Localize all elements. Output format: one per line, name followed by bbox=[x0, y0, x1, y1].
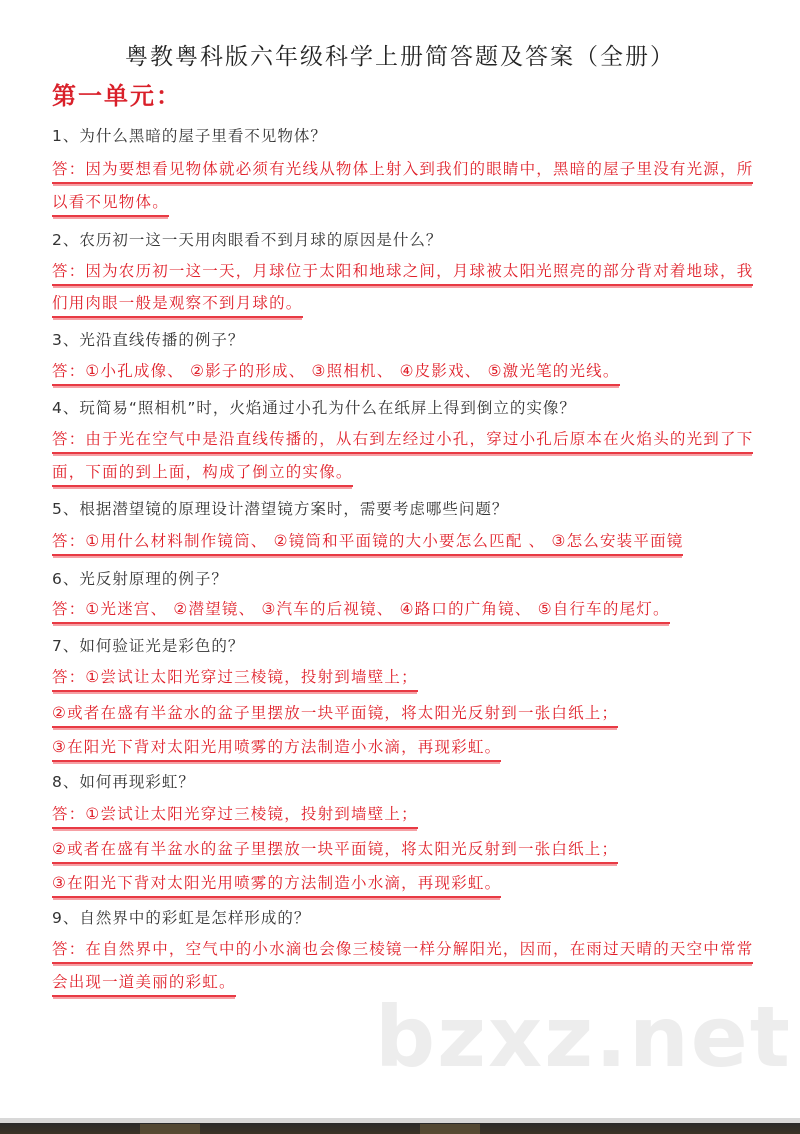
answer-9-line-2: 会出现一道美丽的彩虹。 bbox=[52, 971, 236, 997]
document-title: 粤教粤科版六年级科学上册简答题及答案（全册） bbox=[125, 44, 675, 70]
answer-2-line-2: 们用肉眼一般是观察不到月球的。 bbox=[52, 292, 303, 318]
question-4: 4、玩简易“照相机”时，火焰通过小孔为什么在纸屏上得到倒立的实像？ bbox=[52, 399, 576, 417]
answer-7-line-2: ②或者在盛有半盆水的盆子里摆放一块平面镜，将太阳光反射到一张白纸上； bbox=[52, 702, 618, 728]
answer-6-line-1: 答：①光迷宫、 ②潜望镜、 ③汽车的后视镜、 ④路口的广角镜、 ⑤自行车的尾灯。 bbox=[52, 598, 670, 624]
bottom-bar-segment bbox=[140, 1124, 200, 1134]
bottom-bar-segment bbox=[420, 1124, 480, 1134]
question-5: 5、根据潜望镜的原理设计潜望镜方案时，需要考虑哪些问题？ bbox=[52, 500, 509, 518]
watermark: bzxz.net bbox=[375, 988, 792, 1086]
answer-3-line-1: 答：①小孔成像、 ②影子的形成、 ③照相机、 ④皮影戏、 ⑤激光笔的光线。 bbox=[52, 360, 620, 386]
answer-5-line-1: 答：①用什么材料制作镜筒、 ②镜筒和平面镜的大小要怎么匹配 、 ③怎么安装平面镜 bbox=[52, 530, 683, 556]
answer-1-line-2: 以看不见物体。 bbox=[52, 191, 169, 217]
answer-4-line-1: 答：由于光在空气中是沿直线传播的，从右到左经过小孔，穿过小孔后原本在火焰头的光到了下 bbox=[52, 428, 753, 454]
answer-8-line-1: 答：①尝试让太阳光穿过三棱镜，投射到墙壁上； bbox=[52, 803, 418, 829]
answer-2-line-1: 答：因为农历初一这一天，月球位于太阳和地球之间，月球被太阳光照亮的部分背对着地球，我 bbox=[52, 260, 753, 286]
question-2: 2、农历初一这一天用肉眼看不到月球的原因是什么？ bbox=[52, 231, 443, 249]
question-1: 1、为什么黑暗的屋子里看不见物体？ bbox=[52, 127, 327, 145]
answer-8-line-3: ③在阳光下背对太阳光用喷雾的方法制造小水滴，再现彩虹。 bbox=[52, 872, 501, 898]
answer-8-line-2: ②或者在盛有半盆水的盆子里摆放一块平面镜，将太阳光反射到一张白纸上； bbox=[52, 838, 618, 864]
question-6: 6、光反射原理的例子？ bbox=[52, 570, 228, 588]
unit-heading: 第一单元： bbox=[52, 82, 182, 110]
answer-7-line-1: 答：①尝试让太阳光穿过三棱镜，投射到墙壁上； bbox=[52, 666, 418, 692]
bottom-edge-bar bbox=[0, 1118, 800, 1134]
question-8: 8、如何再现彩虹？ bbox=[52, 773, 195, 791]
question-7: 7、如何验证光是彩色的？ bbox=[52, 637, 245, 655]
answer-7-line-3: ③在阳光下背对太阳光用喷雾的方法制造小水滴，再现彩虹。 bbox=[52, 736, 501, 762]
answer-9-line-1: 答：在自然界中，空气中的小水滴也会像三棱镜一样分解阳光，因而，在雨过天晴的天空中常常 bbox=[52, 938, 753, 964]
question-3: 3、光沿直线传播的例子？ bbox=[52, 331, 245, 349]
answer-4-line-2: 面，下面的到上面，构成了倒立的实像。 bbox=[52, 461, 353, 487]
answer-1-line-1: 答：因为要想看见物体就必须有光线从物体上射入到我们的眼睛中，黑暗的屋子里没有光源，所 bbox=[52, 158, 753, 184]
question-9: 9、自然界中的彩虹是怎样形成的？ bbox=[52, 909, 311, 927]
